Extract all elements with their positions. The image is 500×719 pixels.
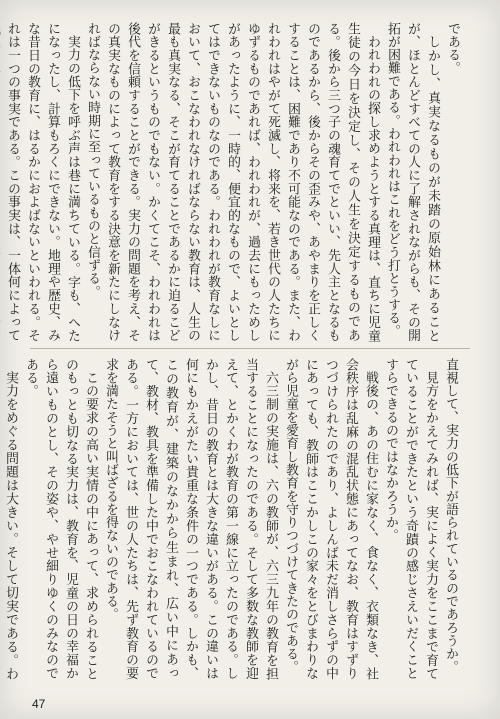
paragraph: 実力の低下を呼ぶ声は巷に満ちている。字も、へたになったし、計算もろくにできない。地理や歴史、みな昔日の教育に、はるかにおよばないといわれる。それは一つの事実である。この事実は、一体何によって (5, 22, 80, 342)
paragraph: 直視して、実力の低下が語られているのであろうか。 (443, 358, 458, 674)
paragraph: われわれの探し求めようとする真理は、直ちに児童生徒の今日を決定し、その人生を決定するものである。後から三つ子の魂育てでといい、先人主となるものであるから、後からその歪みや、あやまりを正しくすることは、困難であり不可能なのである。また、われわれはやがて死滅し、将来を、若き世代の人たちにゆずるものであれば、われわれが、過去にもっためしがあったように、一時的、便宜的なもので、よいとしてはできないものなのである。われわれが教育なしにおいて、おこなわれなければならない教育は、人生の最も真実なる、そこが育てることであるかに迫るこどがきるというものでもない。かくてこそ、われわれは後代を信頼することができる。実力の問題を考え、その真実なものによって教育をする決意を新たにしなければならない時期に至っているものと信ずる。 (85, 22, 380, 342)
paragraph: 見方をかえてみれば、実によく実力をここまで育てていることができたという奇蹟の感じさえいだくことすらできるのではなかろうか。 (383, 358, 438, 680)
paragraph: である。 (445, 22, 460, 75)
paragraph: 六三制の実施は、六の教師が、六三九年の教育を担当することになったのである。そして多数な教師を迎えて、とかくわが教育の第一線に立ったのである。しかし、昔日の教育とは大きな違いがある。この違いは何にもかえがたい貴重な条件の一つである。しかも、この教育が、建築のなかから生まれ、広い中にあって、教材、教具を準備した中でおこなわれているのである。一方においては、世の人たちは、先ず教育の要求を満たそうと叫ばざるを得ないのである。 (103, 358, 278, 680)
paragraph: 実力をめぐる問題は大きい。そして切実である。わ (3, 370, 18, 680)
section-divider (30, 348, 470, 349)
paragraph: この要求の高い実情の中にあって、求められることのもっとも切なる実力は、教育を、児童の日の幸福から遠いものとし、その姿や、やせ細りゆくのみなのである。 (23, 358, 98, 680)
upper-text-section (5, 22, 462, 342)
paragraph: しかし、真実なるものが未踏の原始林にあることが、ほとんどすべての人に了解されながらも、その開拓が困難である。われわれはこれをどう打とうする。 (385, 22, 440, 342)
lower-text-section (3, 358, 460, 680)
page-number: 47 (32, 697, 46, 711)
paragraph: 戦後の、あの住むに家なく、食なく、衣類なき、社会秩序は乱麻の混乱状態にあってなお、教育はすずりつづけられたのであり、よしんば未だ消しさらずの中にあっても、教師はここかしこの家々をとびまわりながら児童を愛育し教育を守りつづけてきたのである。 (283, 358, 378, 680)
